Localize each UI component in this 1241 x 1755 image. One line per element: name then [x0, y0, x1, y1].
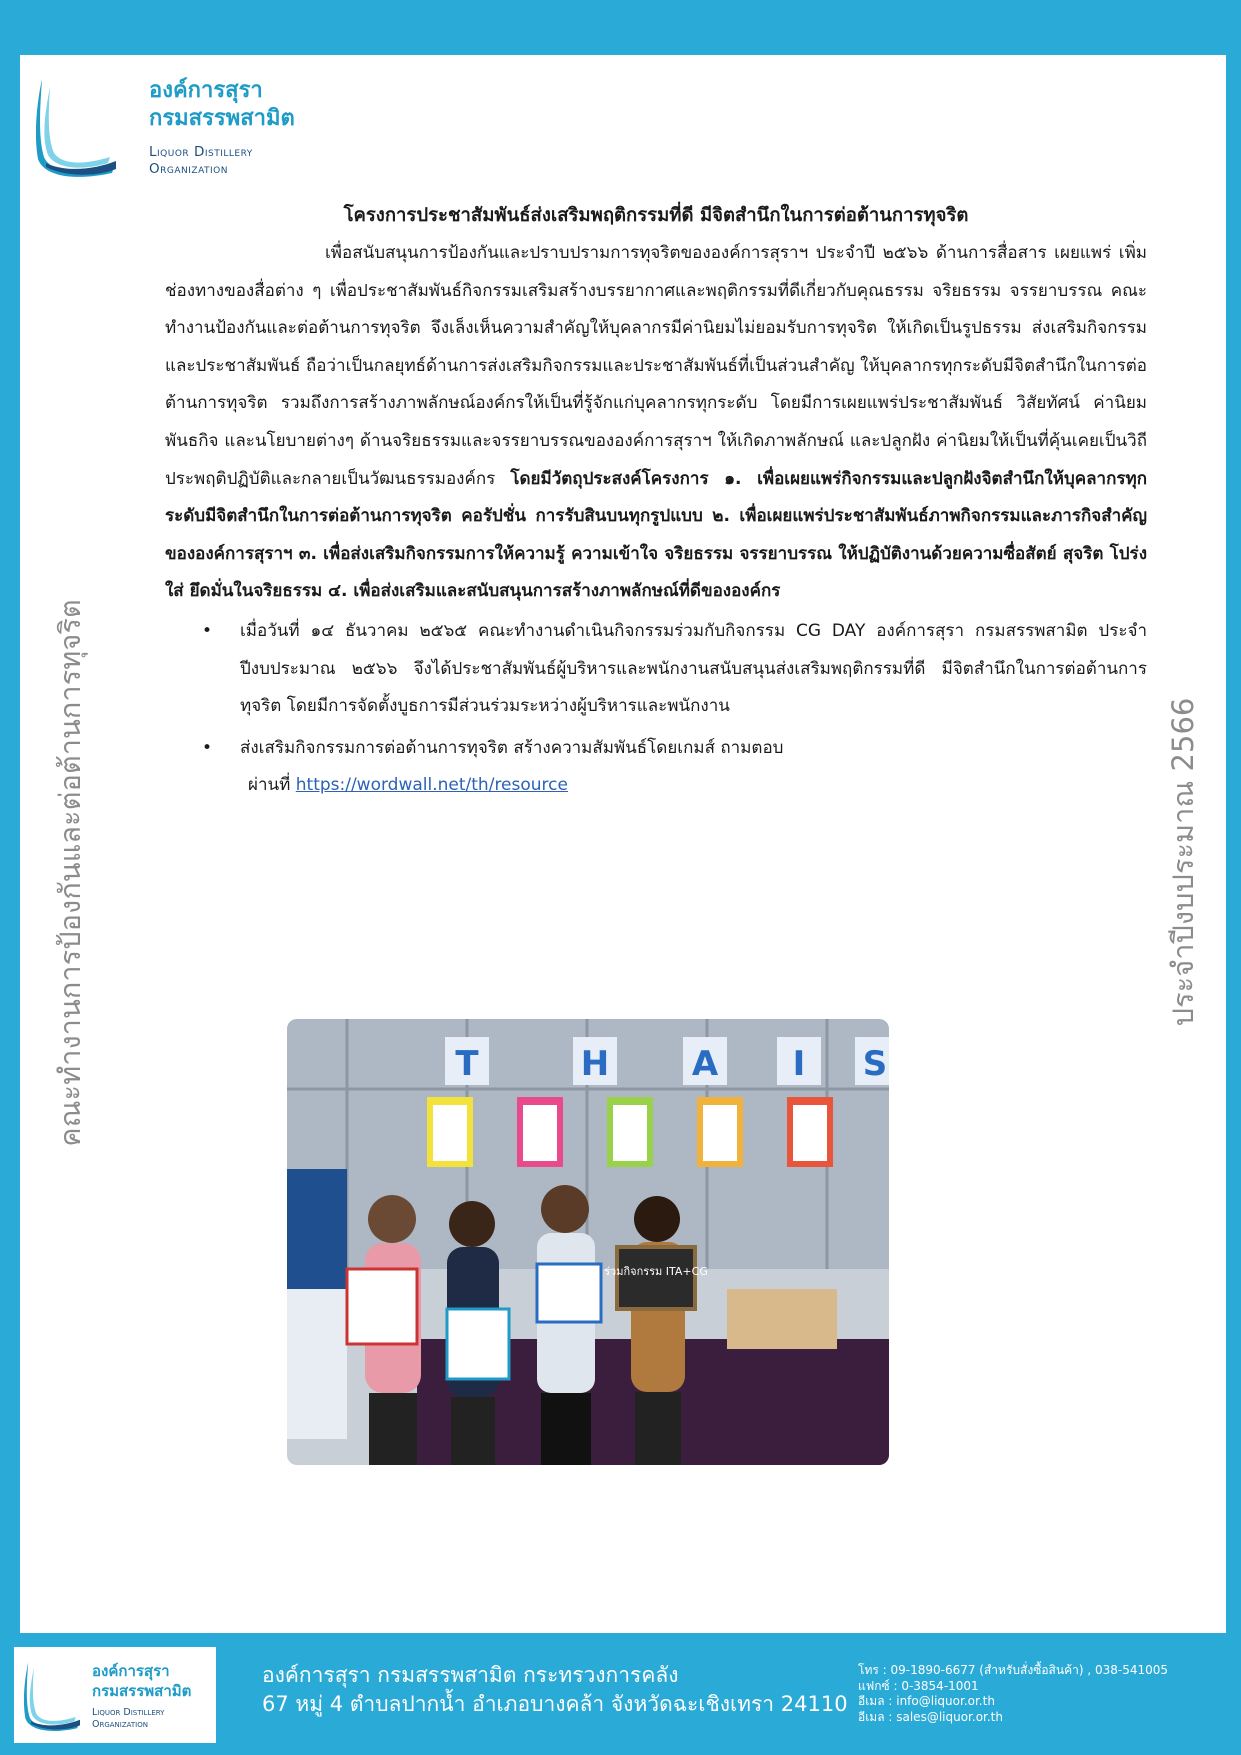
bullet2-via: ผ่านที่ [248, 775, 291, 796]
side-text-left: คณะทำงานการป้องกันและต่อต้านการทุจริต [53, 599, 87, 1147]
footer-email-info[interactable]: อีเมล : info@liquor.or.th [858, 1694, 995, 1708]
logo-thai-line2: กรมสรรพสามิต [149, 106, 295, 131]
logo-english-text [149, 144, 253, 178]
group-photo-image [287, 1019, 889, 1465]
logo-thai-line1: องค์การสุรา [149, 78, 263, 103]
footer-logo [14, 1647, 216, 1743]
document-title: โครงการประชาสัมพันธ์ส่งเสริมพฤติกรรมที่ดี มีจิตสำนึกในการต่อต้านการทุจริต [343, 205, 969, 226]
logo-thai-text [149, 77, 295, 133]
footer-address-line2: 67 หมู่ 4 ตำบลปากน้ำ อำเภอบางคล้า จังหวัดฉะเชิงเทรา 24110 [262, 1692, 848, 1716]
banner-letter-i: I [792, 1044, 806, 1084]
paragraph-bold-objectives: โดยมีวัตถุประสงค์โครงการ ๑. เพื่อเผยแพร่กิจกรรมและปลูกฝังจิตสำนึกให้บุคลากรทุกระดับมีจิตสำนึกในการต่อต้านการทุจริต คอรัปชั่น การรับสินบนทุกรูปแบบ ๒. เพื่อเผยแพร่ประชาสัมพันธ์ภาพกิจกรรมและภารกิจสำคัญขององค์การสุราฯ ๓. เพื่อส่งเสริมกิจกรรมการให้ความรู้ ความเข้าใจ จริยธรรม จรรยาบรรณ ให้ปฏิบัติงานด้วยความซื่อสัตย์ สุจริต โปร่งใส่ ยึดมั่นในจริยธรรม ๔. เพื่อส่งเสริมและสนับสนุนการสร้างภาพลักษณ์ที่ดีขององค์กร [165, 468, 1147, 602]
footer-bar [0, 1633, 1241, 1755]
footer-logo-thai-line1: องค์การสุรา [92, 1662, 170, 1680]
group-photo-icon [287, 1019, 889, 1465]
logo-english-line2: Organization [149, 161, 228, 177]
bullet-list [165, 613, 1147, 805]
photo-board-text: ร่วมกิจกรรม ITA+CG [604, 1265, 708, 1278]
footer-fax: แฟกซ์ : 0-3854-1001 [858, 1678, 979, 1693]
wordwall-link[interactable]: https://wordwall.net/th/resource [295, 775, 568, 796]
organization-logo [36, 77, 336, 187]
footer-address-line1: องค์การสุรา กรมสรรพสามิต กระทรวงการคลัง [262, 1663, 679, 1687]
footer-logo-english-line2: Organization [92, 1719, 148, 1730]
logo-mark-icon [36, 77, 116, 177]
footer-contact [858, 1663, 1168, 1725]
footer-logo-thai-line2: กรมสรรพสามิต [92, 1682, 192, 1700]
banner-letter-h: H [580, 1044, 610, 1084]
footer-logo-english [92, 1707, 164, 1731]
banner-letter-t: T [455, 1044, 479, 1084]
footer-logo-thai [92, 1661, 191, 1701]
logo-english-line1: Liquor Distillery [149, 144, 253, 160]
bullet-item-wordwall [165, 730, 1147, 805]
footer-logo-mark-icon [22, 1661, 82, 1731]
bullet2-text: ส่งเสริมกิจกรรมการต่อต้านการทุจริต สร้างความสัมพันธ์โดยเกมส์ ถามตอบ [240, 737, 784, 758]
banner-letter-a: A [691, 1044, 719, 1084]
paragraph-normal-text: เพื่อสนับสนุนการป้องกันและปราบปรามการทุจริตขององค์การสุราฯ ประจำปี ๒๕๖๖ ด้านการสื่อสาร เผยแพร่ เพิ่มช่องทางของสื่อต่าง ๆ เพื่อประชาสัมพันธ์กิจกรรมเสริมสร้างบรรยากาศและพฤติกรรมที่ดีเกี่ยวกับคุณธรรม จริยธรรม จรรยาบรรณ คณะทำงานป้องกันและต่อต้านการทุจริต จึงเล็งเห็นความสำคัญให้บุคลากรมีค่านิยมไม่ยอมรับการทุจริต ให้เกิดเป็นรูปธรรม ส่งเสริมกิจกรรมและประชาสัมพันธ์ ถือว่าเป็นกลยุทธ์ด้านการส่งเสริมกิจกรรมและประชาสัมพันธ์ที่เป็นส่วนสำคัญ ให้บุคลากรทุกระดับมีจิตสำนึกในการต่อต้านการทุจริต รวมถึงการสร้างภาพลักษณ์องค์กรให้เป็นที่รู้จักแก่บุคลากรทุกระดับ โดยมีการเผยแพร่ประชาสัมพันธ์ วิสัยทัศน์ ค่านิยม พันธกิจ และนโยบายต่างๆ ด้านจริยธรรมและจรรยาบรรณขององค์การสุราฯ ให้เกิดภาพลักษณ์ และปลูกฝัง ค่านิยมให้เป็นที่คุ้นเคยเป็นวิถีประพฤติปฏิบัติและกลายเป็นวัฒนธรรมองค์กร [165, 243, 1147, 489]
footer-email-sales[interactable]: อีเมล : sales@liquor.or.th [858, 1709, 1003, 1724]
side-text-right: ประจำปีงบประมาณ 2566 [1166, 697, 1200, 1027]
main-paragraph [165, 235, 1147, 611]
banner-letter-s: S [862, 1044, 888, 1084]
footer-address [262, 1661, 848, 1719]
document-body [165, 195, 1147, 809]
bullet-item-cg-day: • เมื่อวันที่ ๑๔ ธันวาคม ๒๕๖๕ คณะทำงานดำเนินกิจกรรมร่วมกับกิจกรรม CG DAY องค์การสุรา กรมสรรพสามิต ประจำปีงบประมาณ ๒๕๖๖ จึงได้ประชาสัมพันธ์ผู้บริหารและพนักงานสนับสนุนส่งเสริมพฤติกรรมที่ดี มีจิตสำนึกในการต่อต้านการทุจริต โดยมีการจัดตั้งบูธการมีส่วนร่วมระหว่างผู้บริหารและพนักงาน [165, 613, 1147, 726]
footer-logo-english-line1: Liquor Distillery [92, 1707, 165, 1718]
footer-phone: โทร : 09-1890-6677 (สำหรับสั่งซื้อสินค้า) , 038-541005 [858, 1663, 1169, 1677]
